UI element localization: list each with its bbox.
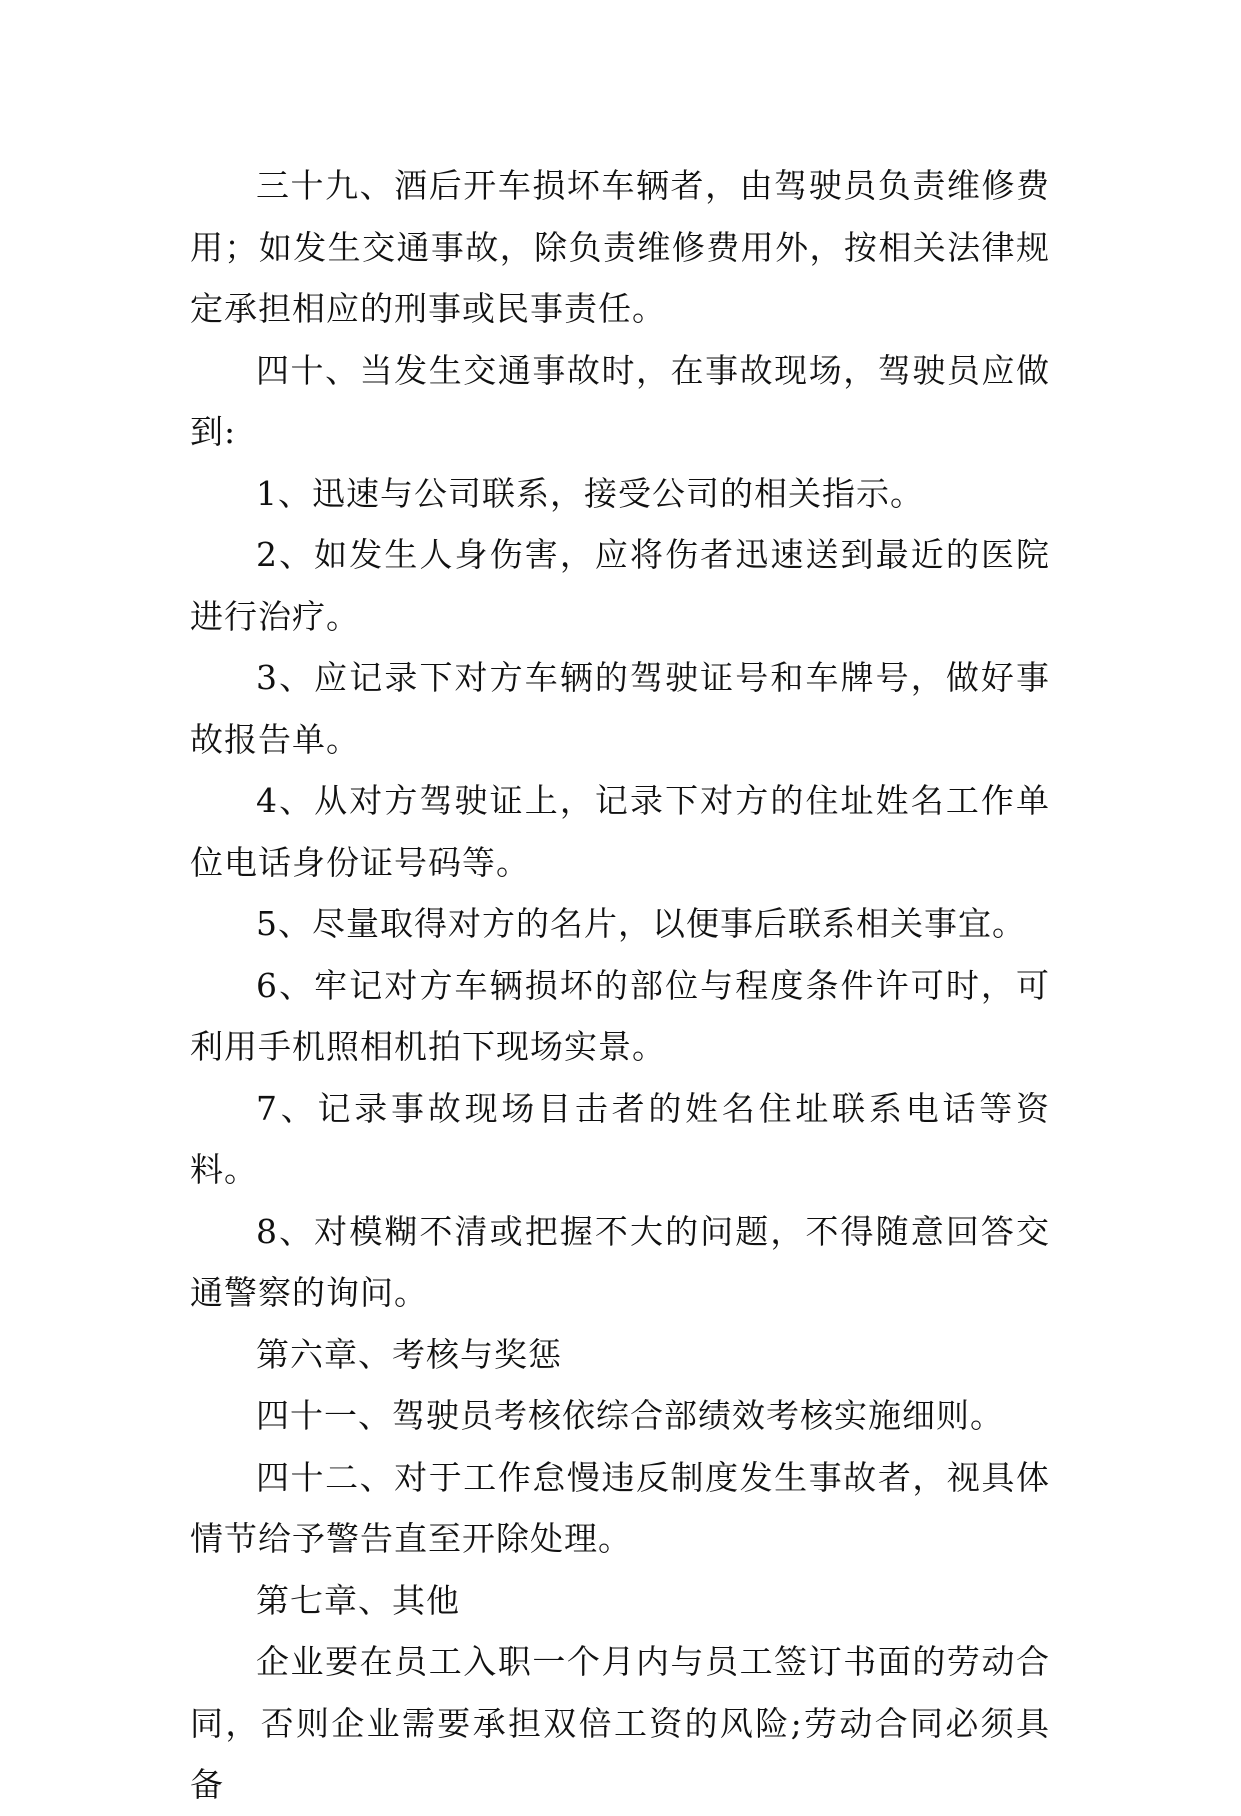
paragraph-article-39: 三十九、酒后开车损坏车辆者，由驾驶员负责维修费用；如发生交通事故，除负责维修费用外，按相关法律规定承担相应的刑事或民事责任。 <box>190 166 1050 328</box>
document-body <box>190 155 1050 1816</box>
list-item-2: 2、如发生人身伤害，应将伤者迅速送到最近的医院进行治疗。 <box>190 535 1050 636</box>
list-item-1: 1、迅速与公司联系，接受公司的相关指示。 <box>256 473 924 513</box>
list-item-6: 6、牢记对方车辆损坏的部位与程度条件许可时，可利用手机照相机拍下现场实景。 <box>190 965 1050 1066</box>
chapter-seven-heading: 第七章、其他 <box>256 1580 460 1620</box>
list-item-8: 8、对模糊不清或把握不大的问题，不得随意回答交通警察的询问。 <box>190 1211 1050 1312</box>
paragraph-article-40: 四十、当发生交通事故时，在事故现场，驾驶员应做到: <box>190 350 1050 451</box>
paragraph-article-42: 四十二、对于工作怠慢违反制度发生事故者，视具体情节给予警告直至开除处理。 <box>190 1457 1050 1558</box>
paragraph-labor-contract: 企业要在员工入职一个月内与员工签订书面的劳动合同，否则企业需要承担双倍工资的风险;劳动合同必须具备 <box>190 1642 1050 1804</box>
paragraph-article-41: 四十一、驾驶员考核依综合部绩效考核实施细则。 <box>256 1396 1004 1435</box>
list-item-3: 3、应记录下对方车辆的驾驶证号和车牌号，做好事故报告单。 <box>190 658 1050 759</box>
list-item-5: 5、尽量取得对方的名片，以便事后联系相关事宜。 <box>256 904 1026 943</box>
list-item-7: 7、记录事故现场目击者的姓名住址联系电话等资料。 <box>190 1088 1050 1189</box>
list-item-4: 4、从对方驾驶证上，记录下对方的住址姓名工作单位电话身份证号码等。 <box>190 781 1050 882</box>
chapter-six-heading: 第六章、考核与奖惩 <box>256 1334 562 1374</box>
